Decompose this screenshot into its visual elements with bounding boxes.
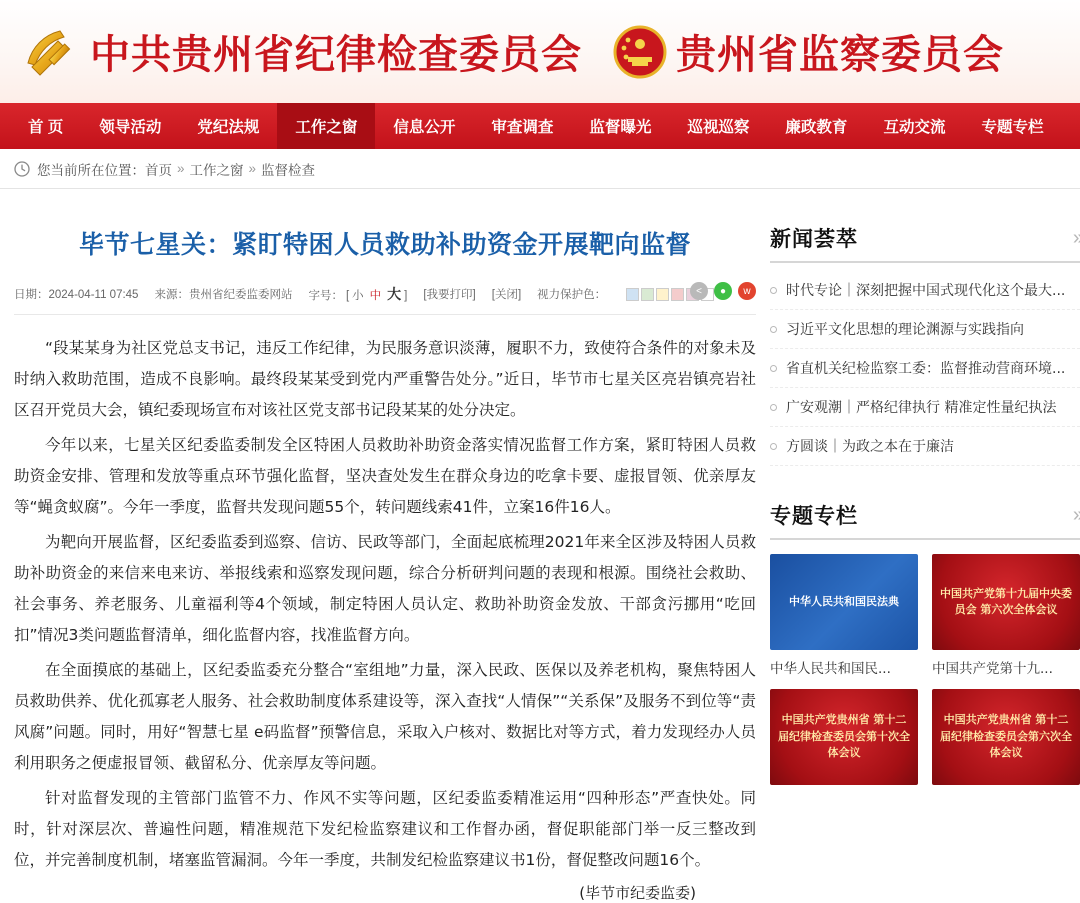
article-column: [14, 189, 756, 903]
nav-item-work-window[interactable]: 工作之窗: [277, 103, 375, 149]
topic-thumbnail: 中华人民共和国民法典: [770, 554, 918, 650]
weibo-icon[interactable]: w: [738, 282, 756, 300]
party-emblem-icon: [18, 21, 80, 83]
news-list: [770, 271, 1080, 466]
nav-item-party-rules[interactable]: 党纪法规: [197, 119, 260, 136]
topic-thumbnail: 中国共产党第十九届中央委员会 第六次全体会议: [932, 554, 1080, 650]
font-size-label: 字号：: [308, 290, 343, 302]
font-size-small[interactable]: 小: [352, 290, 364, 302]
bullet-icon: [770, 365, 777, 372]
news-item-label: 时代专论｜深刻把握中国式现代化这个最大...: [786, 283, 1066, 299]
share-bar: [690, 282, 756, 300]
nav-item-leader-activity[interactable]: 领导活动: [99, 119, 162, 136]
nav-item-review-investigation[interactable]: 审查调查: [491, 119, 554, 136]
topic-caption: 中国共产党第十九...: [932, 661, 1053, 677]
location-pin-icon: [14, 161, 30, 177]
print-button[interactable]: [我要打印]: [423, 289, 476, 301]
news-panel-header: [770, 223, 1080, 263]
news-item-label: 习近平文化思想的理论渊源与实践指向: [786, 322, 1024, 338]
article-paragraph: 针对监督发现的主管部门监管不力、作风不实等问题，区纪委监委精准运用“四种形态”严查快处。同时，针对深层次、普遍性问题，精准规范下发纪检监察建议和工作督办函，督促职能部门举一反三整改到位，并完善制度机制，堵塞监管漏洞。今年一季度，共制发纪检监察建议书1份，督促整改问题16个。: [14, 789, 756, 869]
site-title-second: 贵州省监察委员会: [676, 32, 1004, 78]
list-item[interactable]: [770, 271, 1080, 310]
national-emblem-icon: [612, 24, 668, 80]
news-panel-title: 新闻荟萃: [770, 227, 858, 251]
nav-item-inspection-tour[interactable]: 巡视巡察: [687, 119, 750, 136]
topic-panel-title: 专题专栏: [770, 504, 858, 528]
nav-item-supervision-exposure[interactable]: 监督曝光: [589, 119, 652, 136]
list-item[interactable]: [770, 310, 1080, 349]
article-meta: [14, 284, 756, 315]
news-item-label: 广安观潮｜严格纪律执行 精准定性量纪执法: [786, 400, 1057, 416]
eye-swatch-pink[interactable]: [671, 288, 684, 301]
eye-swatch-yellow[interactable]: [656, 288, 669, 301]
breadcrumb-prefix: 您当前所在位置：: [37, 162, 145, 178]
bullet-icon: [770, 287, 777, 294]
content-area: [0, 189, 1080, 903]
topic-thumbnail: 中国共产党贵州省 第十二届纪律检查委员会第六次全体会议: [932, 689, 1080, 785]
nav-item-integrity-education[interactable]: 廉政教育: [785, 119, 848, 136]
breadcrumb-item-home[interactable]: 首页: [145, 162, 172, 178]
bullet-icon: [770, 404, 777, 411]
share-icon[interactable]: <: [690, 282, 708, 300]
article-signature: (毕节市纪委监委): [579, 884, 696, 902]
font-size-bracket-close: ]: [404, 290, 408, 302]
list-item[interactable]: [770, 349, 1080, 388]
close-button[interactable]: [关闭]: [491, 289, 522, 301]
sidebar-column: [770, 189, 1080, 903]
nav-item-home[interactable]: 首 页: [28, 119, 64, 136]
article-paragraph: 在全面摸底的基础上，区纪委监委充分整合“室组地”力量，深入民政、医保以及养老机构，聚焦特困人员救助供养、优化孤寡老人服务、社会救助制度体系建设等，深入查找“人情保”“关系保”及服务不到位等“责风腐”问题。同时，用好“智慧七星 e码监督”预警信息，采取入户核对、数据比对等方式，着力发现经办人员利用职务之便虚报冒领、截留私分、优亲厚友等问题。: [14, 661, 756, 772]
topic-card[interactable]: [932, 689, 1080, 785]
article-date-label: 日期：: [14, 289, 49, 301]
wechat-icon[interactable]: ●: [714, 282, 732, 300]
bullet-icon: [770, 326, 777, 333]
topic-card[interactable]: [932, 554, 1080, 677]
font-size-bracket-open: [: [345, 290, 350, 302]
article-paragraph: 今年以来，七星关区纪委监委制发全区特困人员救助补助资金落实情况监督工作方案，紧盯特困人员救助资金安排、管理和发放等重点环节强化监督，坚决查处发生在群众身边的吃拿卡要、虚报冒领、优亲厚友等“蝇贪蚁腐”。今年一季度，监督共发现问题55个，转问题线索41件，立案16件16人。: [14, 436, 756, 516]
news-more-icon[interactable]: »: [1072, 227, 1080, 249]
article-source-value: 贵州省纪委监委网站: [188, 289, 293, 301]
list-item[interactable]: [770, 427, 1080, 466]
site-header: [0, 0, 1080, 103]
nav-item-special-topics[interactable]: 专题专栏: [981, 119, 1044, 136]
article-paragraph: 为靶向开展监督，区纪委监委到巡察、信访、民政等部门，全面起底梳理2021年来全区涉及特困人员救助补助资金的来信来电来访、举报线索和巡察发现问题，综合分析研判问题的表现和根源。围绕社会救助、社会事务、养老服务、儿童福利等4个领域，制定特困人员认定、救助补助资金发放、干部贪污挪用“吃回扣”情况3类问题监督清单，细化监督内容，找准监督方向。: [14, 533, 756, 644]
font-size-control: [308, 284, 407, 304]
breadcrumb-item-work-window[interactable]: 工作之窗: [189, 162, 244, 178]
article-paragraph: “段某某身为社区党总支书记，违反工作纪律，为民服务意识淡薄，履职不力，致使符合条件的对象未及时纳入救助范围，造成不良影响。最终段某某受到党内严重警告处分。”近日，毕节市七星关区亮岩镇亮岩社区召开党员大会，镇纪委现场宣布对该社区党支部书记段某某的处分决定。: [14, 339, 756, 419]
article-body: [14, 333, 756, 903]
nav-item-interaction[interactable]: 互动交流: [883, 119, 946, 136]
eye-protect-label: 视力保护色：: [537, 289, 607, 301]
site-title-main: 中共贵州省纪律检查委员会: [90, 32, 582, 78]
topic-card[interactable]: [770, 554, 918, 677]
news-item-label: 省直机关纪检监察工委：监督推动营商环境...: [786, 361, 1066, 377]
eye-swatch-green[interactable]: [641, 288, 654, 301]
bullet-icon: [770, 443, 777, 450]
news-item-label: 方圆谈｜为政之本在于廉洁: [786, 439, 954, 455]
breadcrumb-separator-1: »: [177, 161, 185, 176]
font-size-large[interactable]: 大: [387, 286, 402, 302]
topic-thumbnail: 中国共产党贵州省 第十二届纪律检查委员会第十次全体会议: [770, 689, 918, 785]
breadcrumb: [0, 149, 1080, 189]
eye-swatch-blue[interactable]: [626, 288, 639, 301]
topic-more-icon[interactable]: »: [1072, 504, 1080, 526]
topic-caption: 中华人民共和国民...: [770, 661, 891, 677]
article-date-value: 2024-04-11 07:45: [48, 289, 139, 301]
article-source-label: 来源：: [154, 289, 189, 301]
topic-card[interactable]: [770, 689, 918, 785]
breadcrumb-separator-2: »: [248, 161, 257, 176]
article-source: [154, 286, 292, 302]
nav-item-info-disclosure[interactable]: 信息公开: [393, 119, 456, 136]
article-date: [14, 286, 138, 302]
list-item[interactable]: [770, 388, 1080, 427]
topic-panel-header: [770, 500, 1080, 540]
topic-grid: [770, 554, 1080, 785]
breadcrumb-item-current[interactable]: 监督检查: [261, 162, 316, 178]
main-navigation: [0, 103, 1080, 149]
font-size-medium[interactable]: 中: [369, 290, 382, 302]
article-title: 毕节七星关：紧盯特困人员救助补助资金开展靶向监督: [78, 230, 691, 259]
